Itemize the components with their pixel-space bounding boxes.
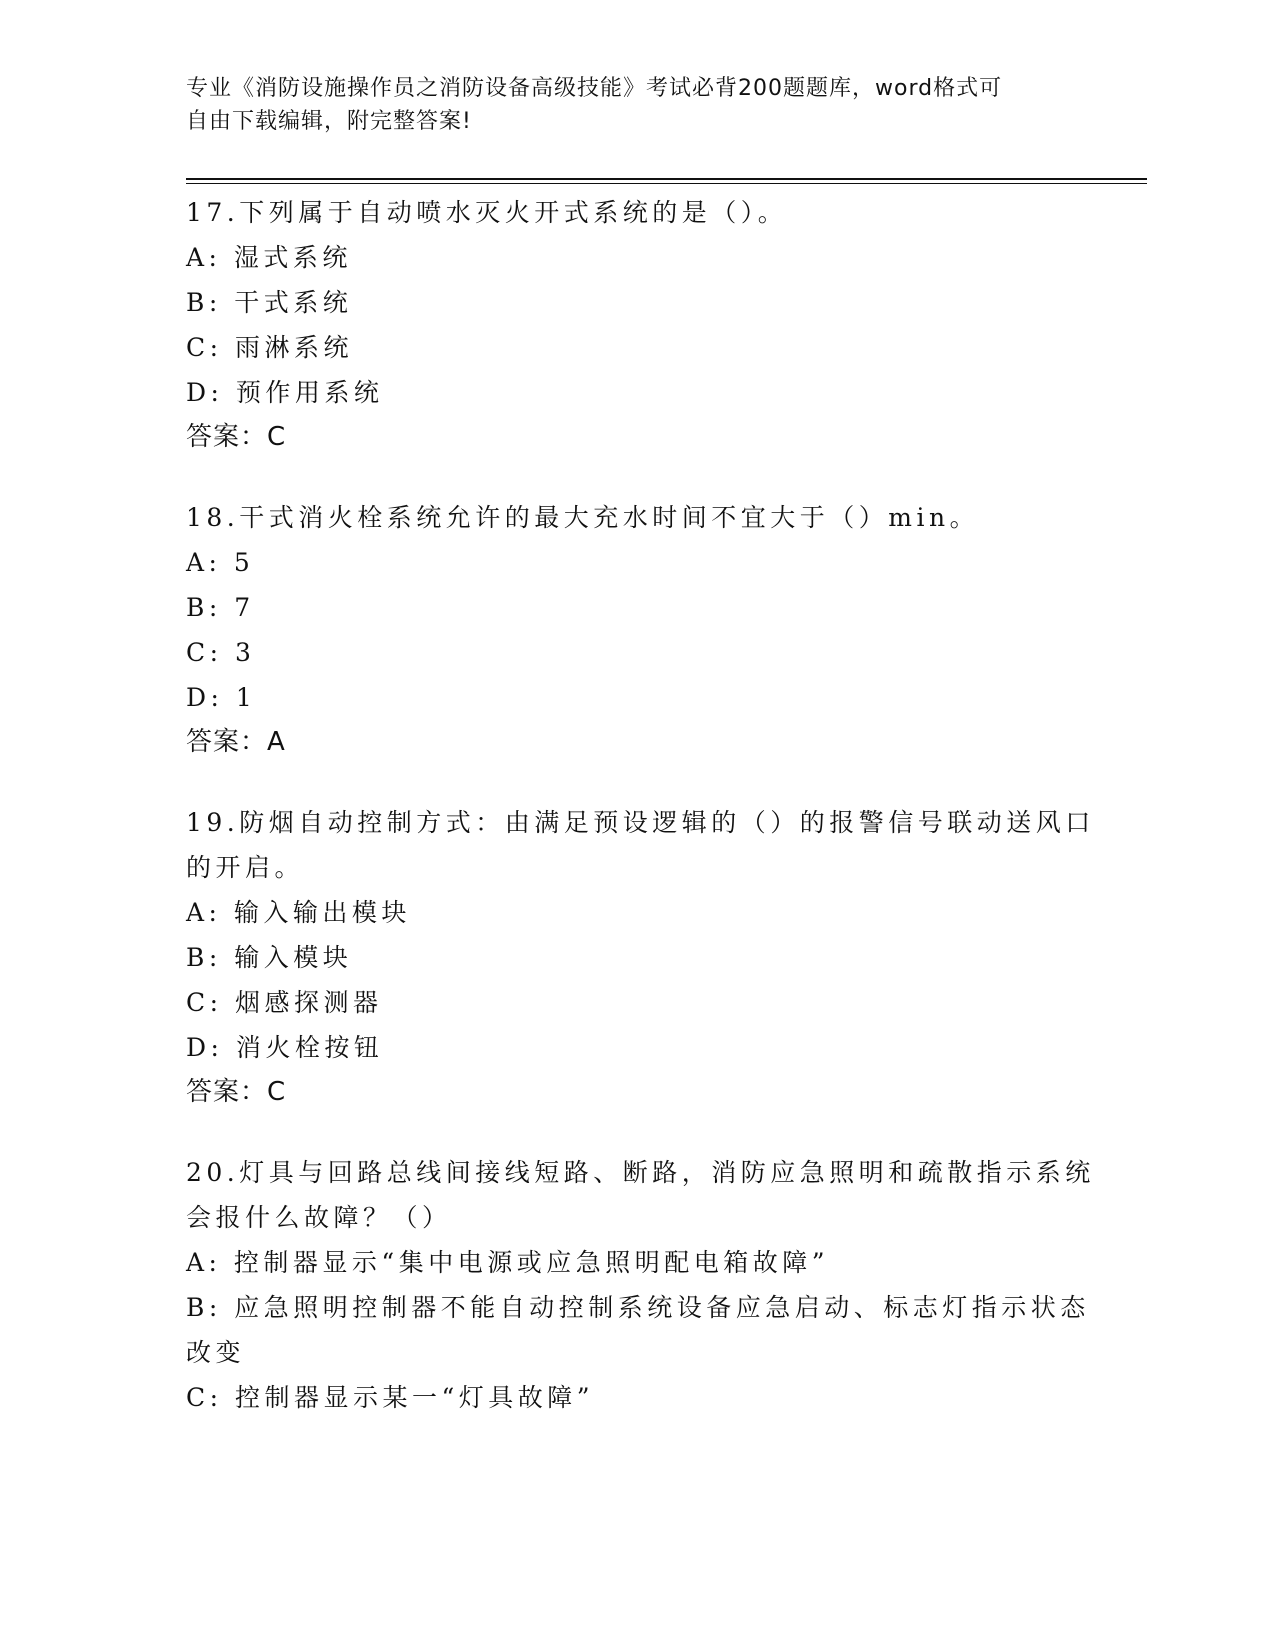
document-header xyxy=(186,72,1066,138)
question-17 xyxy=(186,190,1086,460)
question-text xyxy=(186,190,1086,235)
question-list xyxy=(186,190,1095,1455)
header-divider-thick xyxy=(186,178,1147,180)
answer-text: 答案：C xyxy=(186,422,287,452)
option-c: C: 雨淋系统 xyxy=(186,333,353,362)
option-d: D: 预作用系统 xyxy=(186,378,384,407)
header-divider-thin xyxy=(186,183,1147,184)
header-line-1: 专业《消防设施操作员之消防设备高级技能》考试必背200题题库，word格式可 xyxy=(186,76,1003,101)
option-d: D: 1 xyxy=(186,683,257,712)
question-text xyxy=(186,1150,1095,1240)
option-a: A: 输入输出模块 xyxy=(186,898,411,927)
option-c: C: 烟感探测器 xyxy=(186,988,383,1017)
question-line: 19.防烟自动控制方式：由满足预设逻辑的（）的报警信号联动送风口 xyxy=(186,808,1095,837)
question-line: 18.干式消火栓系统允许的最大充水时间不宜大于（）min。 xyxy=(186,503,980,532)
question-text xyxy=(186,800,1095,890)
option-d: D: 消火栓按钮 xyxy=(186,1033,384,1062)
answer-text: 答案：A xyxy=(186,727,286,757)
header-line-2: 自由下载编辑，附完整答案! xyxy=(186,109,472,134)
answer-text: 答案：C xyxy=(186,1077,287,1107)
question-line: 会报什么故障？（） xyxy=(186,1203,452,1232)
question-20 xyxy=(186,1150,1095,1420)
option-a: A: 湿式系统 xyxy=(186,243,352,272)
option-a: A: 控制器显示“集中电源或应急照明配电箱故障” xyxy=(186,1248,829,1277)
option-a: A: 5 xyxy=(186,548,255,577)
question-18 xyxy=(186,495,1086,765)
option-c: C: 控制器显示某一“灯具故障” xyxy=(186,1383,595,1412)
option-b: B: 7 xyxy=(186,593,255,622)
question-line: 的开启。 xyxy=(186,853,305,882)
question-19 xyxy=(186,800,1095,1115)
option-b: B: 干式系统 xyxy=(186,288,353,317)
option-b: B: 应急照明控制器不能自动控制系统设备应急启动、标志灯指示状态 改变 xyxy=(186,1293,1090,1367)
question-line: 17.下列属于自动喷水灭火开式系统的是（）。 xyxy=(186,198,788,227)
question-line: 20.灯具与回路总线间接线短路、断路，消防应急照明和疏散指示系统 xyxy=(186,1158,1095,1187)
option-b: B: 输入模块 xyxy=(186,943,353,972)
option-c: C: 3 xyxy=(186,638,256,667)
question-text xyxy=(186,495,1086,540)
